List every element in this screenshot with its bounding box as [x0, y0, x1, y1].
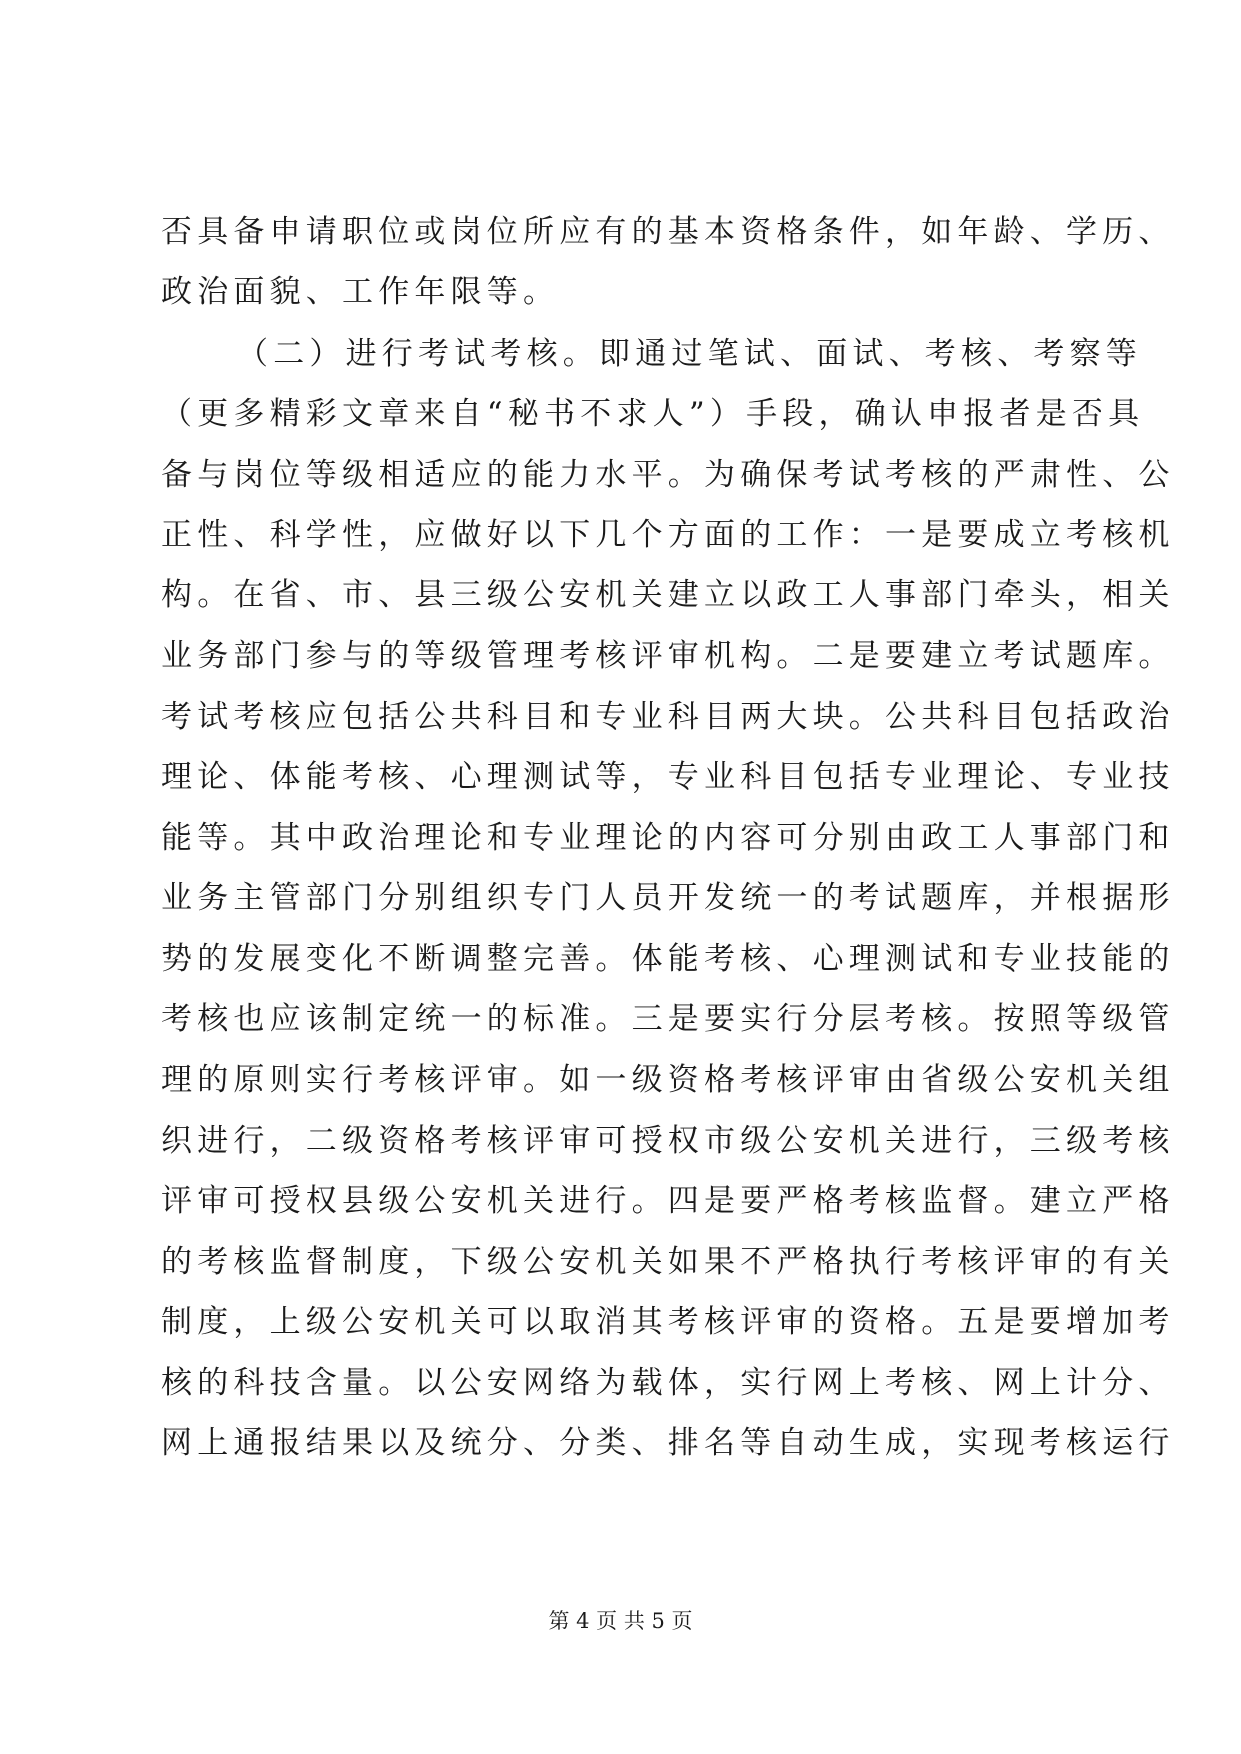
body-line: 势的发展变化不断调整完善。体能考核、心理测试和专业技能的: [161, 941, 1175, 977]
body-line: （更多精彩文章来自“秘书不求人”）手段，确认申报者是否具: [161, 396, 1145, 432]
body-line: 备与岗位等级相适应的能力水平。为确保考试考核的严肃性、公: [161, 457, 1175, 493]
body-line: 制度，上级公安机关可以取消其考核评审的资格。五是要增加考: [161, 1304, 1175, 1340]
body-line: 能等。其中政治理论和专业理论的内容可分别由政工人事部门和: [161, 820, 1175, 856]
paragraph-heading-line: （二）进行考试考核。即通过笔试、面试、考核、考察等: [237, 336, 1142, 372]
body-line: 考试考核应包括公共科目和专业科目两大块。公共科目包括政治: [161, 699, 1175, 735]
body-line: 核的科技含量。以公安网络为载体，实行网上考核、网上计分、: [161, 1365, 1175, 1401]
body-line: 的考核监督制度，下级公安机关如果不严格执行考核评审的有关: [161, 1244, 1175, 1280]
body-line: 织进行，二级资格考核评审可授权市级公安机关进行，三级考核: [161, 1123, 1175, 1159]
body-line: 政治面貌、工作年限等。: [161, 274, 560, 310]
body-line: 构。在省、市、县三级公安机关建立以政工人事部门牵头，相关: [161, 577, 1175, 613]
page-number-footer: 第 4 页 共 5 页: [548, 1609, 693, 1633]
body-line: 正性、科学性，应做好以下几个方面的工作：一是要成立考核机: [161, 517, 1175, 553]
body-line: 业务主管部门分别组织专门人员开发统一的考试题库，并根据形: [161, 880, 1175, 916]
body-line: 否具备申请职位或岗位所应有的基本资格条件，如年龄、学历、: [161, 214, 1175, 250]
body-line: 网上通报结果以及统分、分类、排名等自动生成，实现考核运行: [161, 1425, 1175, 1461]
body-line: 评审可授权县级公安机关进行。四是要严格考核监督。建立严格: [161, 1183, 1175, 1219]
body-line: 考核也应该制定统一的标准。三是要实行分层考核。按照等级管: [161, 1001, 1175, 1037]
body-line: 业务部门参与的等级管理考核评审机构。二是要建立考试题库。: [161, 638, 1175, 674]
body-line: 理的原则实行考核评审。如一级资格考核评审由省级公安机关组: [161, 1062, 1175, 1098]
body-line: 理论、体能考核、心理测试等，专业科目包括专业理论、专业技: [161, 759, 1175, 795]
